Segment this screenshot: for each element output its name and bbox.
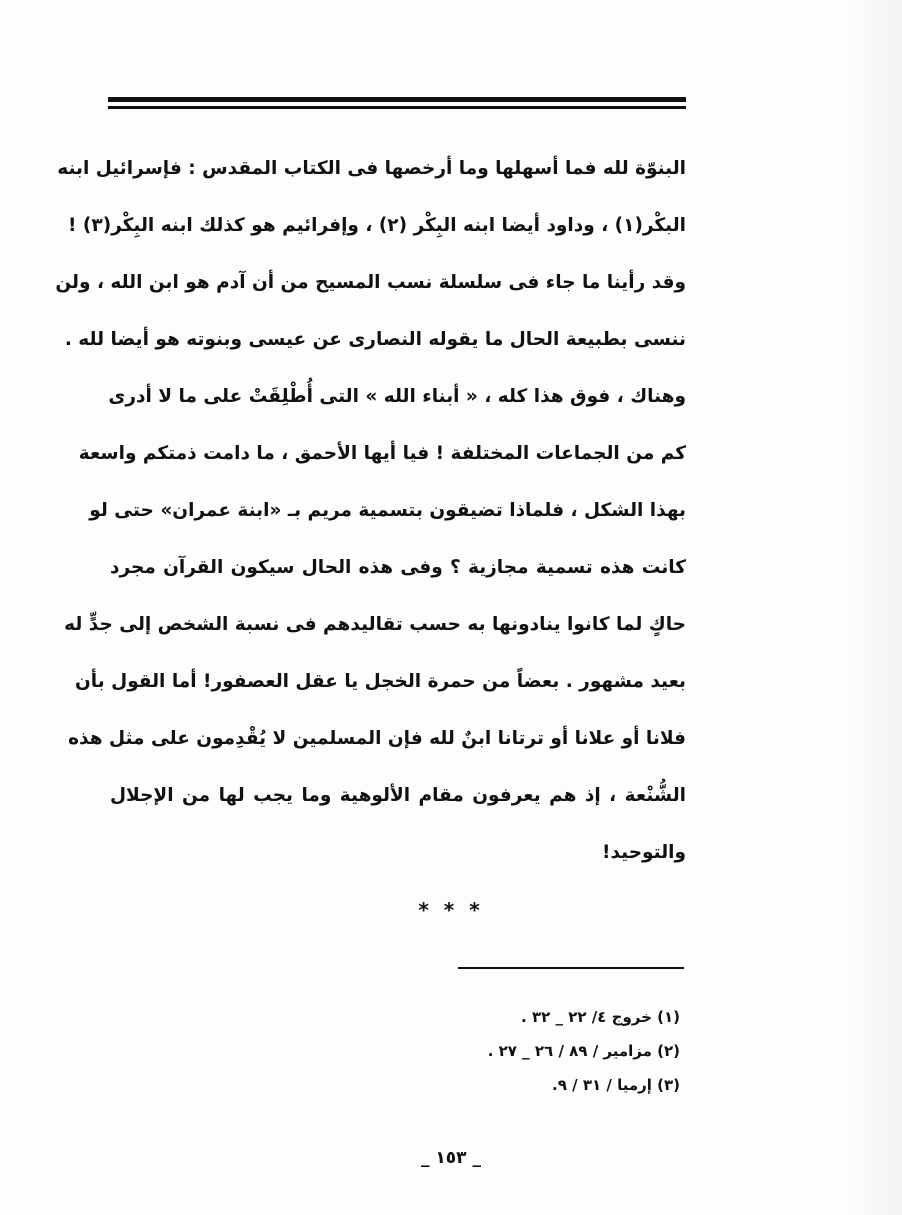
text-line: فلانا أو علانا أو ترتانا ابنٌ لله فإن المسلمين لا يُقْدِمون على مثل هذه [68, 728, 686, 749]
text-line: ننسى بطبيعة الحال ما يقوله النصارى عن عيسى وبنوته هو أيضا لله . [64, 329, 686, 350]
footnotes [380, 1000, 680, 1102]
text-line: كانت هذه تسمية مجازية ؟ وفى هذه الحال سيكون القرآن مجرد [110, 557, 686, 578]
scan-edge-shadow [842, 0, 902, 1215]
text-line: والتوحيد! [602, 842, 686, 863]
text-line: كم من الجماعات المختلفة ! فيا أيها الأحمق ، ما دامت ذمتكم واسعة [78, 443, 686, 464]
header-rule-thin [108, 106, 686, 109]
section-separator-stars: * * * [418, 898, 484, 922]
text-line: وهناك ، فوق هذا كله ، « أبناء الله » التى أُطْلِقَتْ على ما لا أدرى [108, 386, 686, 407]
footnote-rule [458, 967, 684, 969]
footnote-item: (٢) مزامير / ٨٩ / ٢٦ _ ٢٧ . [487, 1042, 680, 1060]
page-number: _ ١٥٣ _ [421, 1148, 481, 1168]
text-line: الشُّنْعة ، إذ هم يعرفون مقام الألوهية وما يجب لها من الإجلال [110, 785, 686, 806]
text-line: حاكٍ لما كانوا ينادونها به حسب تقاليدهم فى نسبة الشخص إلى جدٍّ له [64, 614, 686, 635]
text-line: البكْر(١) ، وداود أيضا ابنه البِكْر (٢) ، وإفرائيم هو كذلك ابنه البِكْر(٣) ! [68, 215, 686, 236]
text-line: وقد رأينا ما جاء فى سلسلة نسب المسيح من أن آدم هو ابن الله ، ولن [55, 272, 686, 293]
header-double-rule [108, 97, 686, 109]
footnote-item: (١) خروج ٤/ ٢٢ _ ٣٢ . [521, 1008, 680, 1026]
footnote-item: (٣) إرميا / ٣١ / ٩. [552, 1076, 680, 1094]
main-paragraph [55, 140, 686, 881]
text-line: البنوّة لله فما أسهلها وما أرخصها فى الكتاب المقدس : فإسرائيل ابنه [57, 158, 686, 179]
text-line: بعيد مشهور . بعضاً من حمرة الخجل يا عقل العصفور! أما القول بأن [75, 671, 686, 692]
text-line: بهذا الشكل ، فلماذا تضيقون بتسمية مريم بـ «ابنة عمران» حتى لو [89, 500, 686, 521]
